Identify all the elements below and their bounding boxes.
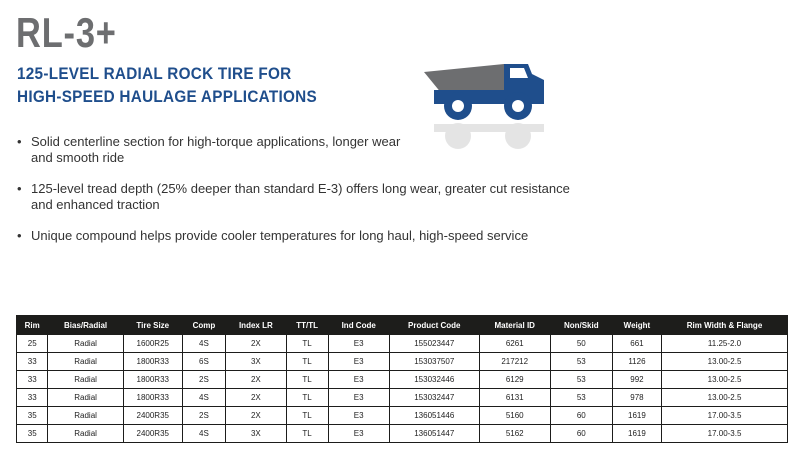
table-cell: 33 xyxy=(17,353,48,371)
table-cell: 661 xyxy=(612,335,661,353)
table-cell: E3 xyxy=(328,389,389,407)
table-cell: 60 xyxy=(550,407,612,425)
product-subtitle xyxy=(17,62,317,108)
header-product-code: Product Code xyxy=(389,316,479,335)
table-cell: 17.00-3.5 xyxy=(662,407,788,425)
feature-item: • Unique compound helps provide cooler temperatures for long haul, high-speed service xyxy=(17,228,577,244)
table-cell: 13.00-2.5 xyxy=(662,353,788,371)
table-cell: 136051446 xyxy=(389,407,479,425)
table-cell: 35 xyxy=(17,425,48,443)
table-cell: E3 xyxy=(328,407,389,425)
table-cell: 6131 xyxy=(479,389,550,407)
feature-list xyxy=(17,134,577,259)
table-cell: TL xyxy=(286,353,328,371)
table-cell: 2X xyxy=(226,335,287,353)
table-cell: 35 xyxy=(17,407,48,425)
table-cell: TL xyxy=(286,407,328,425)
table-cell: 60 xyxy=(550,425,612,443)
table-cell: 53 xyxy=(550,371,612,389)
table-row xyxy=(17,371,788,389)
header-ind-code: Ind Code xyxy=(328,316,389,335)
table-cell: Radial xyxy=(48,371,123,389)
table-row xyxy=(17,389,788,407)
header-non-skid: Non/Skid xyxy=(550,316,612,335)
table-cell: 2S xyxy=(182,371,225,389)
table-cell: 6261 xyxy=(479,335,550,353)
table-cell: 1800R33 xyxy=(123,389,182,407)
table-cell: Radial xyxy=(48,335,123,353)
table-cell: 1800R33 xyxy=(123,353,182,371)
table-cell: 2400R35 xyxy=(123,425,182,443)
table-cell: 1619 xyxy=(612,407,661,425)
table-cell: Radial xyxy=(48,425,123,443)
table-cell: 153032446 xyxy=(389,371,479,389)
table-cell: 2X xyxy=(226,407,287,425)
table-cell: 1126 xyxy=(612,353,661,371)
table-body xyxy=(17,335,788,443)
table-cell: 1800R33 xyxy=(123,371,182,389)
table-cell: 978 xyxy=(612,389,661,407)
table-row xyxy=(17,353,788,371)
header-weight: Weight xyxy=(612,316,661,335)
table-cell: 11.25-2.0 xyxy=(662,335,788,353)
header-bias-radial: Bias/Radial xyxy=(48,316,123,335)
table-cell: 3X xyxy=(226,353,287,371)
table-cell: E3 xyxy=(328,425,389,443)
table-cell: 33 xyxy=(17,389,48,407)
header-tire-size: Tire Size xyxy=(123,316,182,335)
table-cell: 5162 xyxy=(479,425,550,443)
table-cell: 25 xyxy=(17,335,48,353)
table-row xyxy=(17,425,788,443)
table-cell: 6129 xyxy=(479,371,550,389)
table-cell: 1619 xyxy=(612,425,661,443)
table-cell: 4S xyxy=(182,389,225,407)
table-cell: 136051447 xyxy=(389,425,479,443)
table-row xyxy=(17,407,788,425)
table-cell: E3 xyxy=(328,353,389,371)
table-cell: Radial xyxy=(48,407,123,425)
table-cell: 53 xyxy=(550,353,612,371)
table-cell: 1600R25 xyxy=(123,335,182,353)
table-cell: 6S xyxy=(182,353,225,371)
header-index-lr: Index LR xyxy=(226,316,287,335)
header-rim-width-flange: Rim Width & Flange xyxy=(662,316,788,335)
feature-item: • Solid centerline section for high-torque applications, longer wear and smooth ride xyxy=(17,134,577,166)
table-cell: 2400R35 xyxy=(123,407,182,425)
table-cell: 3X xyxy=(226,425,287,443)
table-cell: 2X xyxy=(226,389,287,407)
header-rim: Rim xyxy=(17,316,48,335)
subtitle-line-1: 125-LEVEL RADIAL ROCK TIRE FOR xyxy=(17,64,292,83)
table-cell: 4S xyxy=(182,335,225,353)
table-cell: TL xyxy=(286,335,328,353)
table-cell: 2S xyxy=(182,407,225,425)
table-cell: Radial xyxy=(48,353,123,371)
table-row xyxy=(17,335,788,353)
table-cell: 17.00-3.5 xyxy=(662,425,788,443)
table-cell: 992 xyxy=(612,371,661,389)
header-comp: Comp xyxy=(182,316,225,335)
table-cell: 155023447 xyxy=(389,335,479,353)
table-cell: TL xyxy=(286,371,328,389)
subtitle-line-2: HIGH-SPEED HAULAGE APPLICATIONS xyxy=(17,87,317,106)
table-cell: Radial xyxy=(48,389,123,407)
table-cell: 4S xyxy=(182,425,225,443)
table-header-row xyxy=(17,316,788,335)
table-cell: TL xyxy=(286,425,328,443)
table-cell: 13.00-2.5 xyxy=(662,371,788,389)
product-title: RL-3+ xyxy=(16,9,117,56)
table-cell: E3 xyxy=(328,335,389,353)
header-tt-tl: TT/TL xyxy=(286,316,328,335)
table-cell: E3 xyxy=(328,371,389,389)
table-cell: 13.00-2.5 xyxy=(662,389,788,407)
feature-item: • 125-level tread depth (25% deeper than standard E-3) offers long wear, greater cut resistance and enhanced traction xyxy=(17,181,577,213)
table-cell: 217212 xyxy=(479,353,550,371)
table-cell: TL xyxy=(286,389,328,407)
specs-table xyxy=(16,315,788,443)
table-cell: 5160 xyxy=(479,407,550,425)
table-cell: 153032447 xyxy=(389,389,479,407)
table-cell: 2X xyxy=(226,371,287,389)
header-material-id: Material ID xyxy=(479,316,550,335)
table-cell: 50 xyxy=(550,335,612,353)
table-cell: 33 xyxy=(17,371,48,389)
table-cell: 153037507 xyxy=(389,353,479,371)
table-cell: 53 xyxy=(550,389,612,407)
